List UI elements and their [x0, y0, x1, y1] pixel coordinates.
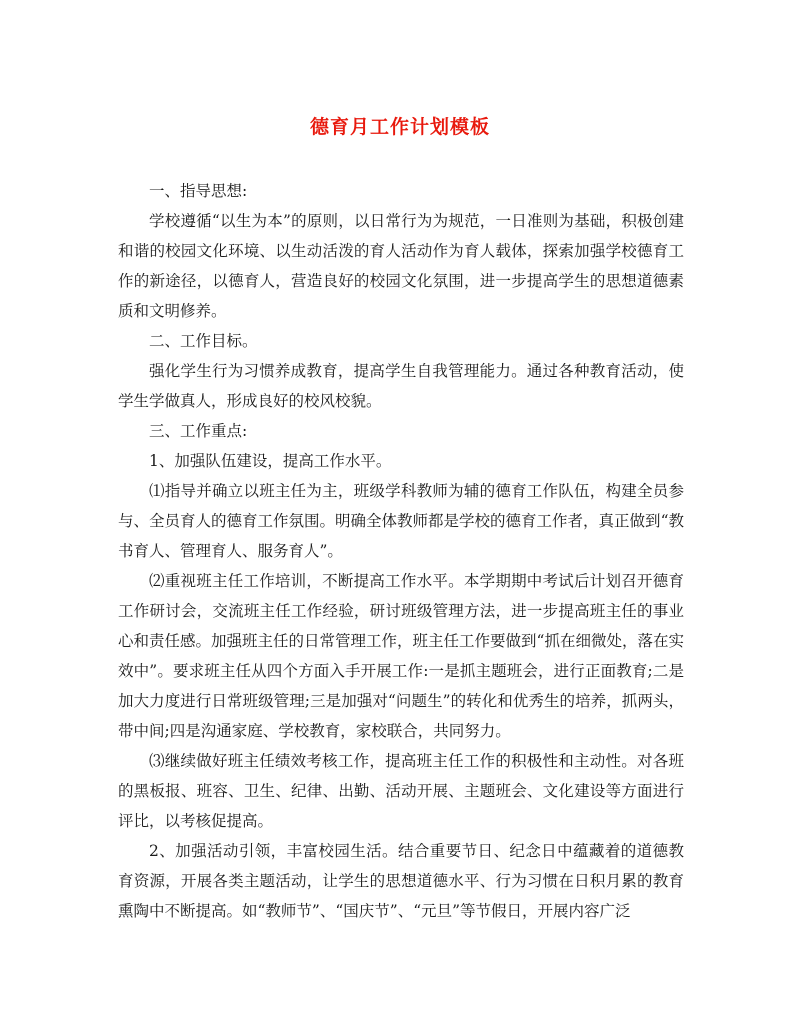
- paragraph-guiding-ideology: 学校遵循“以生为本”的原则，以日常行为为规范，一日准则为基础，积极创建和谐的校园文化环境、以生动活泼的育人活动作为育人载体，探索加强学校德育工作的新途径，以德育人，营造良好的校园文化氛围，进一步提高学生的思想道德素质和文明修养。: [118, 212, 684, 320]
- heading-guiding-ideology: 一、指导思想:: [149, 182, 248, 200]
- heading-work-focus: 三、工作重点:: [149, 422, 248, 440]
- document-title: 德育月工作计划模板: [309, 116, 490, 138]
- heading-work-goals: 二、工作目标。: [149, 332, 258, 350]
- paragraph-item-2: ⑵重视班主任工作培训，不断提高工作水平。本学期期中考试后计划召开德育工作研讨会，交流班主任工作经验，研讨班级管理方法，进一步提高班主任的事业心和责任感。加强班主任的日常管理工作，班主任工作要做到“抓在细微处，落在实效中”。要求班主任从四个方面入手开展工作:一是抓主题班会，进行正面教育;二是加大力度进行日常班级管理;三是加强对“问题生”的转化和优秀生的培养，抓两头，带中间;四是沟通家庭、学校教育，家校联合，共同努力。: [118, 572, 684, 740]
- paragraph-work-goals: 强化学生行为习惯养成教育，提高学生自我管理能力。通过各种教育活动，使学生学做真人，形成良好的校风校貌。: [118, 362, 684, 410]
- paragraph-item-3: ⑶继续做好班主任绩效考核工作，提高班主任工作的积极性和主动性。对各班的黑板报、班容、卫生、纪律、出勤、活动开展、主题班会、文化建设等方面进行评比，以考核促提高。: [118, 752, 684, 830]
- paragraph-item-1: ⑴指导并确立以班主任为主，班级学科教师为辅的德育工作队伍，构建全员参与、全员育人的德育工作氛围。明确全体教师都是学校的德育工作者，真正做到“教书育人、管理育人、服务育人”。: [118, 482, 684, 560]
- subheading-team-building: 1、加强队伍建设，提高工作水平。: [149, 452, 392, 470]
- document-body: [118, 176, 684, 926]
- paragraph-activities: 2、加强活动引领，丰富校园生活。结合重要节日、纪念日中蕴藏着的道德教育资源，开展各类主题活动，让学生的思想道德水平、行为习惯在日积月累的教育熏陶中不断提高。如“教师节”、“国庆节”、“元旦”等节假日，开展内容广泛: [118, 842, 684, 920]
